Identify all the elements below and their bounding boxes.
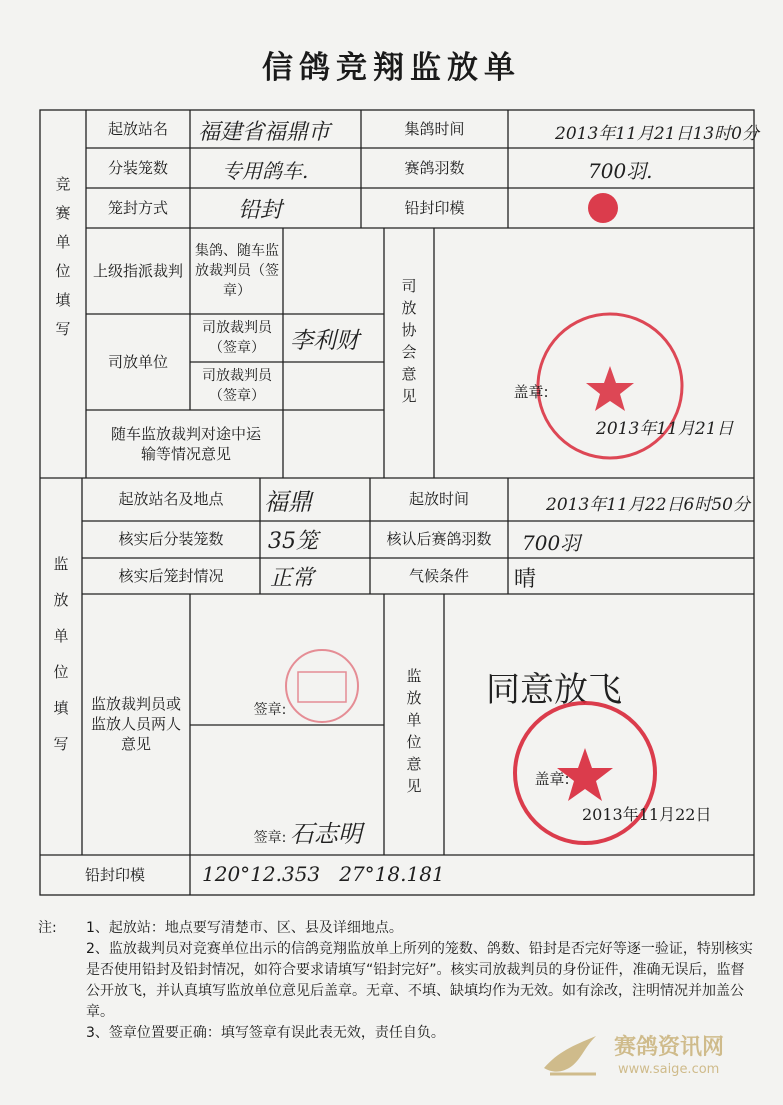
unit-opinion-label: 监 放 单 位 意 见 — [406, 667, 422, 795]
collect-time-label: 集鸽时间 — [404, 120, 465, 138]
seal-print-mark — [586, 191, 620, 225]
verified-seal-label: 核实后笼封情况 — [118, 567, 224, 585]
weather-label: 气候条件 — [408, 567, 469, 585]
pigeon-count-value: 700羽. — [588, 159, 653, 183]
collect-referee-label: 集鸽、随车监放裁判员（签章） — [195, 243, 279, 299]
watermark-name: 赛鸽资讯网 — [614, 1035, 725, 1060]
weather-value: 晴 — [514, 567, 537, 592]
association-stamp — [530, 306, 690, 466]
unit-stamp-date: 2013年11月22日 — [582, 805, 712, 824]
watermark-url: www.saige.com — [618, 1062, 720, 1077]
verified-pigeons-value: 700羽 — [522, 531, 581, 555]
unit-opinion-value: 同意放飞 — [486, 670, 622, 710]
pigeon-logo-icon — [538, 1024, 604, 1080]
lead-seal-value: 120°12.353 27°18.181 — [202, 862, 445, 886]
release-time-label: 起放时间 — [408, 490, 469, 508]
unit-stamp-label: 盖章: — [534, 770, 570, 788]
verified-seal-value: 正常 — [270, 566, 315, 591]
association-stamp-date: 2013年11月21日 — [596, 419, 734, 439]
station-location-value: 福鼎 — [264, 488, 312, 516]
association-stamp-label: 盖章: — [513, 383, 549, 401]
verified-pigeons-label: 核认后赛鸽羽数 — [386, 530, 492, 548]
cage-count-label: 分装笼数 — [107, 159, 168, 177]
release-station-label: 起放站名 — [107, 120, 168, 138]
form-title: 信鸽竞翔监放单 — [262, 50, 521, 86]
pigeon-count-label: 赛鸽羽数 — [404, 159, 465, 177]
transport-opinion-label: 随车监放裁判对途中运输等情况意见 — [110, 425, 261, 463]
lead-seal-label: 铅封印模 — [84, 866, 145, 884]
release-unit-label: 司放单位 — [107, 353, 168, 371]
watermark — [538, 1020, 768, 1090]
verified-cages-label: 核实后分装笼数 — [118, 530, 224, 548]
seal-method-value: 铅封 — [238, 198, 283, 223]
release-referee-signature: 李利财 — [290, 328, 359, 354]
release-time-value: 2013年11月22日6时50分 — [546, 495, 750, 515]
note-line-3: 3、签章位置要正确：填写签章有误此表无效，责任自负。 — [86, 1025, 445, 1041]
notes-prefix: 注: — [38, 920, 57, 936]
note-line-2: 2、监放裁判员对竞赛单位出示的信鸽竞翔监放单上所列的笼数、鸽数、铅封是否完好等逐一验证，特别核实是否使用铅封及铅封情况，如符合要求请填写“铅封完好”。核实司放裁判员的身份证件，准确无误后，监督公开放飞，并认真填写监放单位意见后盖章。无章、不填、缺填均作为无效。如有涂改，注明情况并加盖公章。 — [86, 941, 753, 1020]
supervisor-sign-label-2: 签章: — [253, 830, 287, 846]
referee-stamp — [282, 646, 362, 726]
verified-cages-value: 35笼 — [268, 529, 318, 554]
seal-method-label: 笼封方式 — [107, 199, 168, 217]
section2-side-label: 监 放 单 位 填 写 — [53, 555, 69, 753]
release-station-value: 福建省福鼎市 — [198, 120, 331, 145]
supervisor-sign-label-1: 签章: — [253, 702, 287, 718]
supervisors-label: 监放裁判员或监放人员两人意见 — [90, 695, 181, 753]
release-referee-label-2: 司放裁判员（签章） — [202, 368, 272, 404]
seal-print-label: 铅封印模 — [404, 199, 465, 217]
release-referee-label-1: 司放裁判员（签章） — [202, 320, 272, 356]
association-opinion-label: 司 放 协 会 意 见 — [401, 277, 417, 405]
note-line-1: 1、起放站：地点要写清楚市、区、县及详细地点。 — [86, 920, 403, 936]
supervisor-signature-2: 石志明 — [290, 820, 362, 848]
station-location-label: 起放站名及地点 — [118, 490, 224, 508]
cage-count-value: 专用鸽车. — [222, 159, 309, 183]
assigned-referee-label: 上级指派裁判 — [92, 262, 183, 280]
section1-side-label: 竞 赛 单 位 填 写 — [55, 175, 71, 338]
collect-time-value: 2013年11月21日13时0分 — [555, 124, 759, 144]
